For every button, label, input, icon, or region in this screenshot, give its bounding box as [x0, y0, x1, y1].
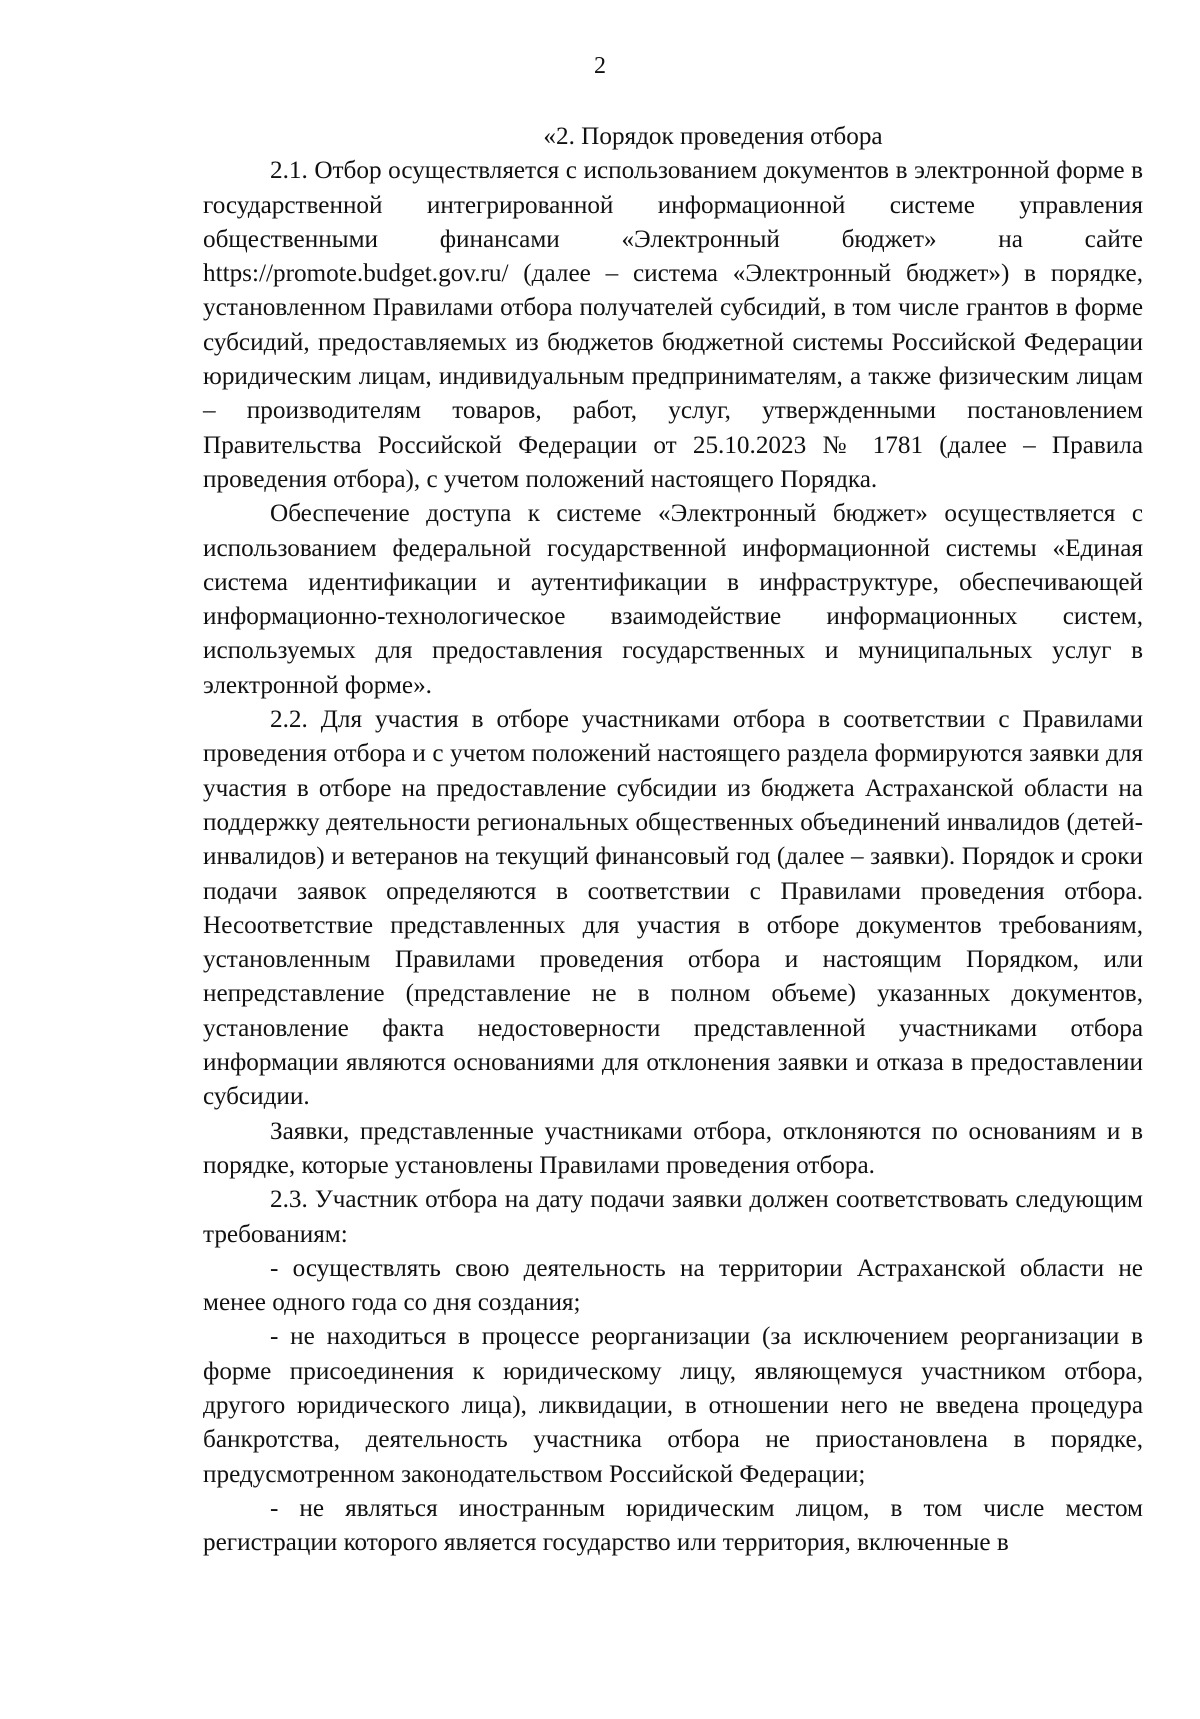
paragraph-2-2: 2.2. Для участия в отборе участниками отбора в соответствии с Правилами проведения отбора и с учетом положений настоящего раздела формируются заявки для участия в отборе на предоставление субсидии из бюджета Астраханской области на поддержку деятельности региональных общественных объединений инвалидов (детей-инвалидов) и ветеранов на текущий финансовый год (далее – заявки). Порядок и сроки подачи заявок определяются в соответствии с Правилами проведения отбора. Несоответствие представленных для участия в отборе документов требованиям, установленным Правилами проведения отбора и настоящим Порядком, или непредставление (представление не в полном объеме) указанных документов, установление факта недостоверности представленной участниками отбора информации являются основаниями для отклонения заявки и отказа в предоставлении субсидии. [203, 706, 1143, 1111]
paragraph-access: Обеспечение доступа к системе «Электронный бюджет» осуществляется с использованием федеральной государственной информационной системы «Единая система идентификации и аутентификации в инфраструктуре, обеспечивающей информационно-технологическое взаимодействие информационных систем, используемых для предоставления государственных и муниципальных услуг в электронной форме». [203, 500, 1143, 699]
document-body [203, 120, 1143, 1560]
requirement-item: - не являться иностранным юридическим лицом, в том числе местом регистрации которого является государство или территория, включенные в [203, 1494, 1143, 1557]
requirement-item: - осуществлять свою деятельность на территории Астраханской области не менее одного года со дня создания; [203, 1254, 1143, 1317]
page-number: 2 [594, 53, 606, 79]
paragraph-2-3: 2.3. Участник отбора на дату подачи заявки должен соответствовать следующим требованиям: [203, 1186, 1143, 1248]
paragraph-2-1: 2.1. Отбор осуществляется с использованием документов в электронной форме в государственной интегрированной информационной системе управления общественными финансами «Электронный бюджет» на сайте https://promote.budget.gov.ru/ (далее – система «Электронный бюджет») в порядке, установленном Правилами отбора получателей субсидий, в том числе грантов в форме субсидий, предоставляемых из бюджетов бюджетной системы Российской Федерации юридическим лицам, индивидуальным предпринимателям, а также физическим лицам – производителям товаров, работ, услуг, утвержденными постановлением Правительства Российской Федерации от 25.10.2023 № 1781 (далее – Правила проведения отбора), с учетом положений настоящего Порядка. [203, 157, 1143, 493]
section-heading: «2. Порядок проведения отбора [543, 123, 883, 150]
paragraph-rejection: Заявки, представленные участниками отбора, отклоняются по основаниям и в порядке, которые установлены Правилами проведения отбора. [203, 1117, 1143, 1179]
requirement-item: - не находиться в процессе реорганизации (за исключением реорганизации в форме присоединения к юридическому лицу, являющемуся участником отбора, другого юридического лица), ликвидации, в отношении него не введена процедура банкротства, деятельность участника отбора не приостановлена в порядке, предусмотренном законодательством Российской Федерации; [203, 1323, 1143, 1488]
